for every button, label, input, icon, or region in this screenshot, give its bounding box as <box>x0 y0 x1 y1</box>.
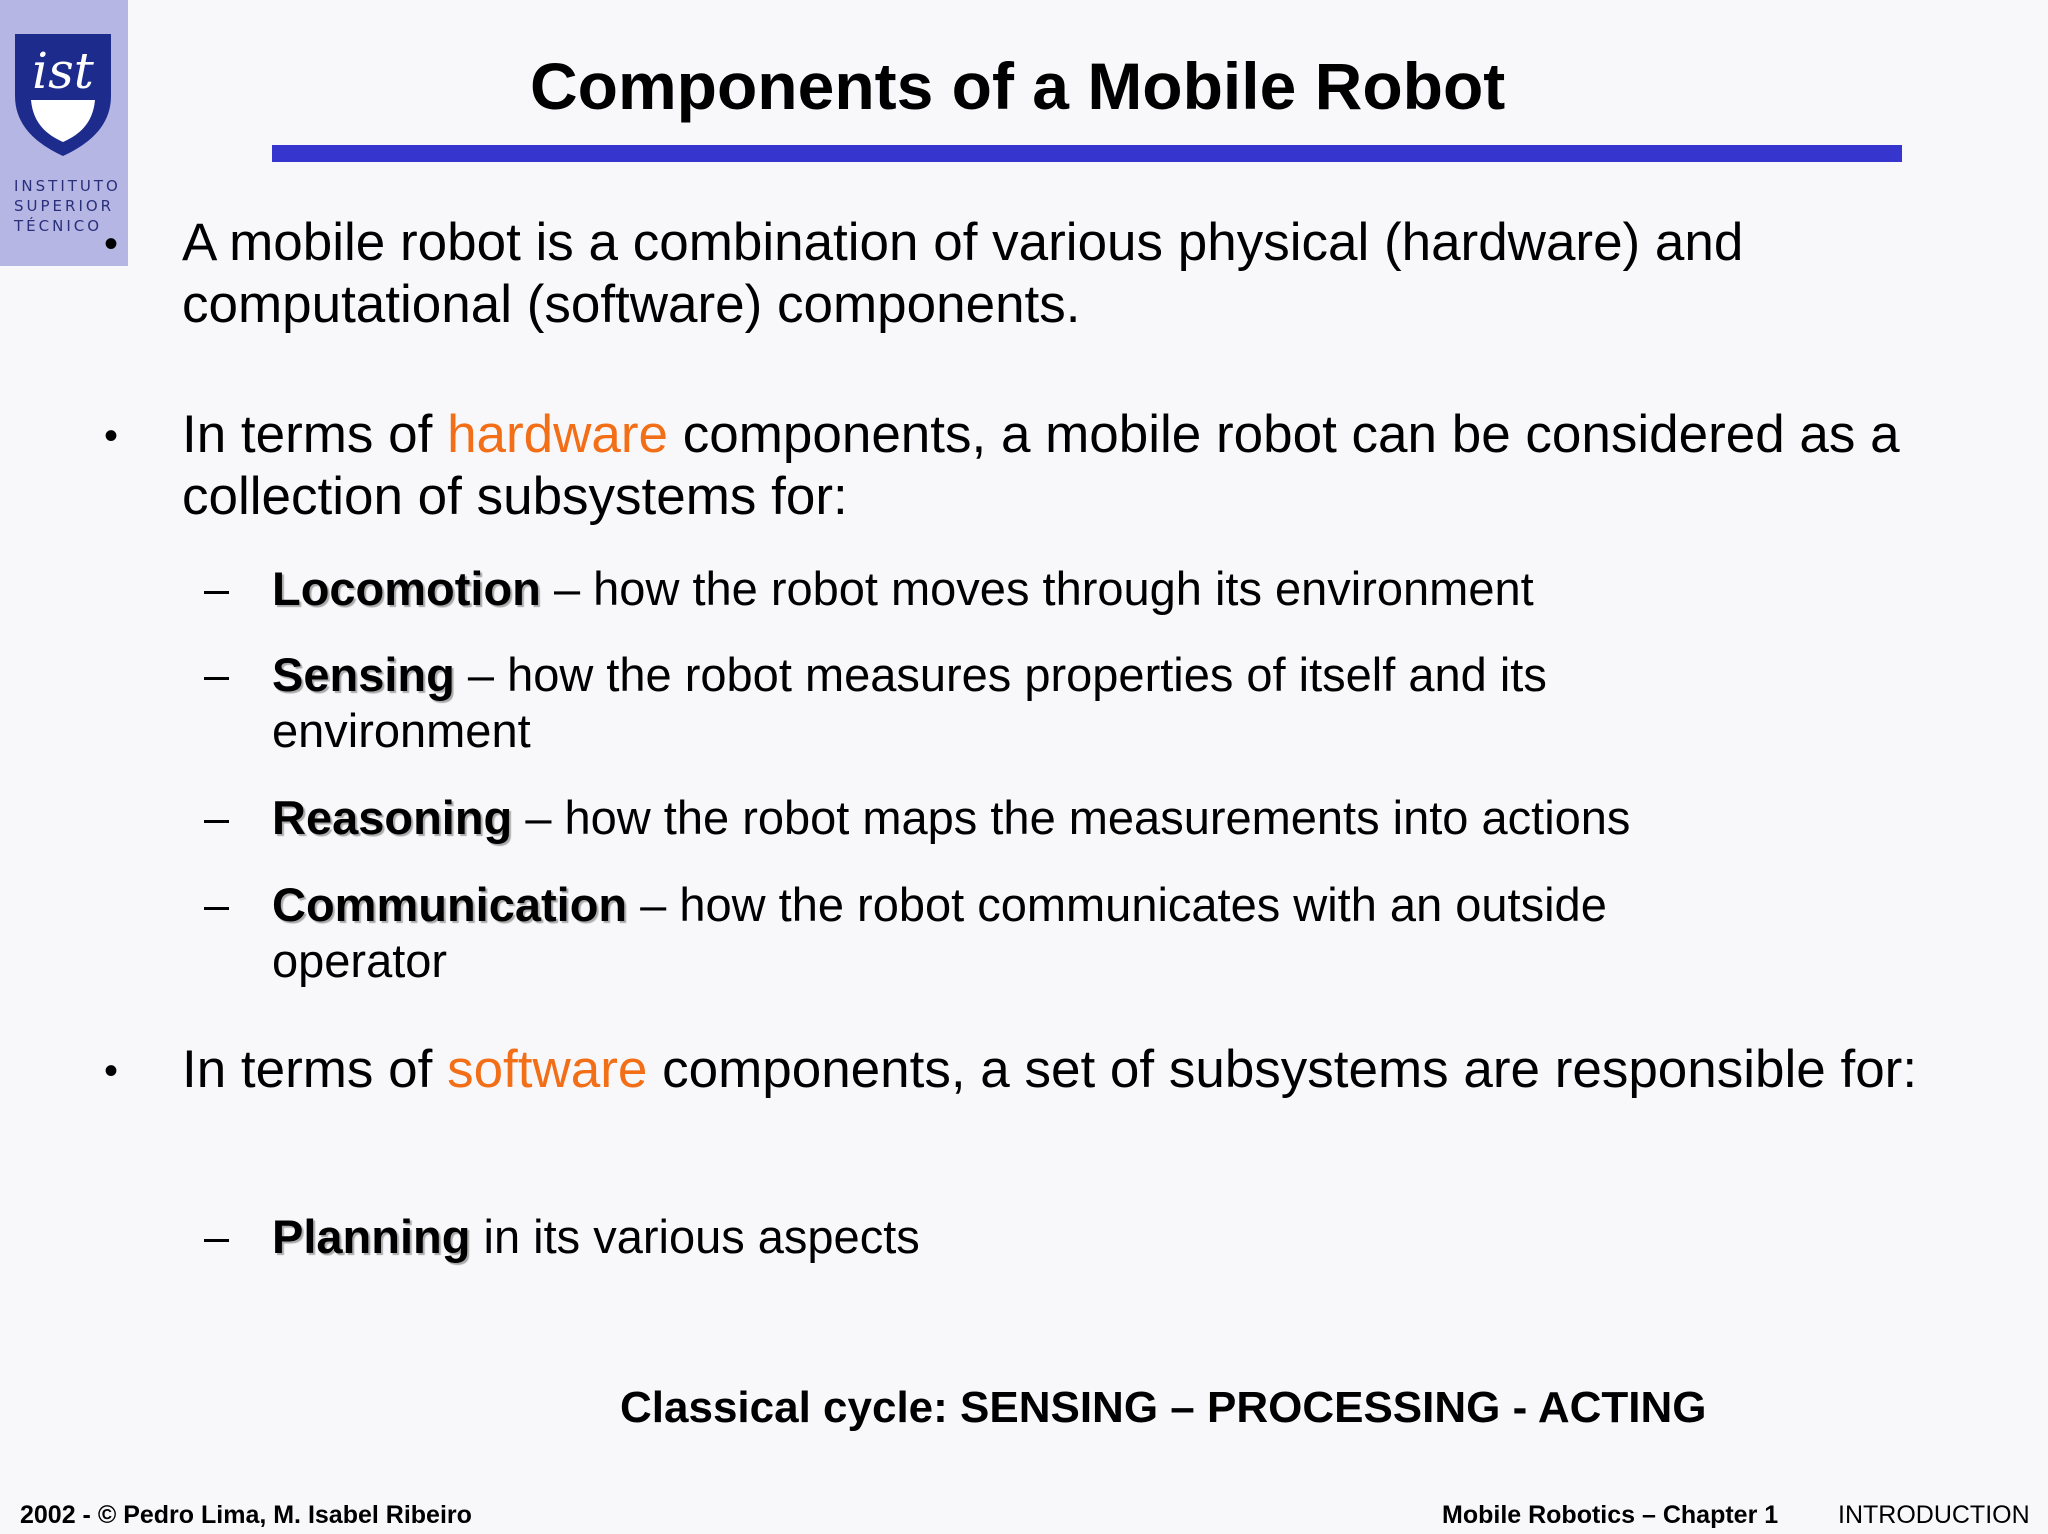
sub-item-desc: – how the robot maps the measurements into actions <box>512 791 1631 844</box>
bullet-icon: • <box>104 1049 119 1093</box>
dash-icon: – <box>204 879 230 930</box>
bullet-icon: • <box>104 222 119 266</box>
dash-icon: – <box>204 649 230 700</box>
slide-title: Components of a Mobile Robot <box>530 49 1506 123</box>
sub-item-desc: – how the robot communicates with an outside operator <box>272 878 1607 987</box>
sub-item-term: Locomotion <box>272 562 541 615</box>
sub-item-communication <box>272 877 1792 989</box>
bullet-3-after: components, a set of subsystems are responsible for: <box>647 1040 1918 1099</box>
dash-icon: – <box>204 1211 230 1262</box>
sub-item-locomotion <box>272 561 1792 617</box>
sub-item-desc: – how the robot measures properties of itself and its environment <box>272 648 1547 757</box>
sub-item-term: Sensing <box>272 648 455 701</box>
sub-item-desc: in its various aspects <box>470 1210 920 1263</box>
sub-item-term: Reasoning <box>272 791 513 844</box>
ist-shield-icon <box>13 30 113 158</box>
sub-item-term: Communication <box>272 878 628 931</box>
footer-copyright: 2002 - © Pedro Lima, M. Isabel Ribeiro <box>20 1501 472 1529</box>
title-underline <box>272 145 1902 162</box>
sub-item-sensing <box>272 647 1792 759</box>
bullet-3-before: In terms of <box>182 1040 448 1099</box>
classical-cycle: Classical cycle: SENSING – PROCESSING - ACTING <box>620 1383 1707 1432</box>
sub-item-term: Planning <box>272 1210 471 1263</box>
hardware-highlight: hardware <box>447 405 669 464</box>
sub-item-reasoning <box>272 790 1792 846</box>
bullet-icon: • <box>104 414 119 458</box>
dash-icon: – <box>204 563 230 614</box>
footer-section: INTRODUCTION <box>1838 1501 2030 1529</box>
footer-chapter: Mobile Robotics – Chapter 1 <box>1442 1501 1779 1529</box>
logo-line-3: TÉCNICO <box>14 217 103 235</box>
software-highlight: software <box>447 1040 648 1099</box>
bullet-2-text <box>182 404 1942 528</box>
bullet-1-text: A mobile robot is a combination of various physical (hardware) and computational (software) components. <box>182 213 1744 334</box>
sub-item-planning <box>272 1209 1792 1265</box>
dash-icon: – <box>204 792 230 843</box>
logo-line-2: SUPERIOR <box>14 197 115 215</box>
logo-line-1: INSTITUTO <box>14 177 121 195</box>
bullet-3-text <box>182 1039 1942 1101</box>
svg-text:ist: ist <box>32 42 94 100</box>
bullet-2-before: In terms of <box>182 405 448 464</box>
sub-item-desc: – how the robot moves through its environment <box>540 562 1534 615</box>
bullet-2-after: components, a mobile robot can be considered as a collection of subsystems for: <box>182 405 1900 526</box>
